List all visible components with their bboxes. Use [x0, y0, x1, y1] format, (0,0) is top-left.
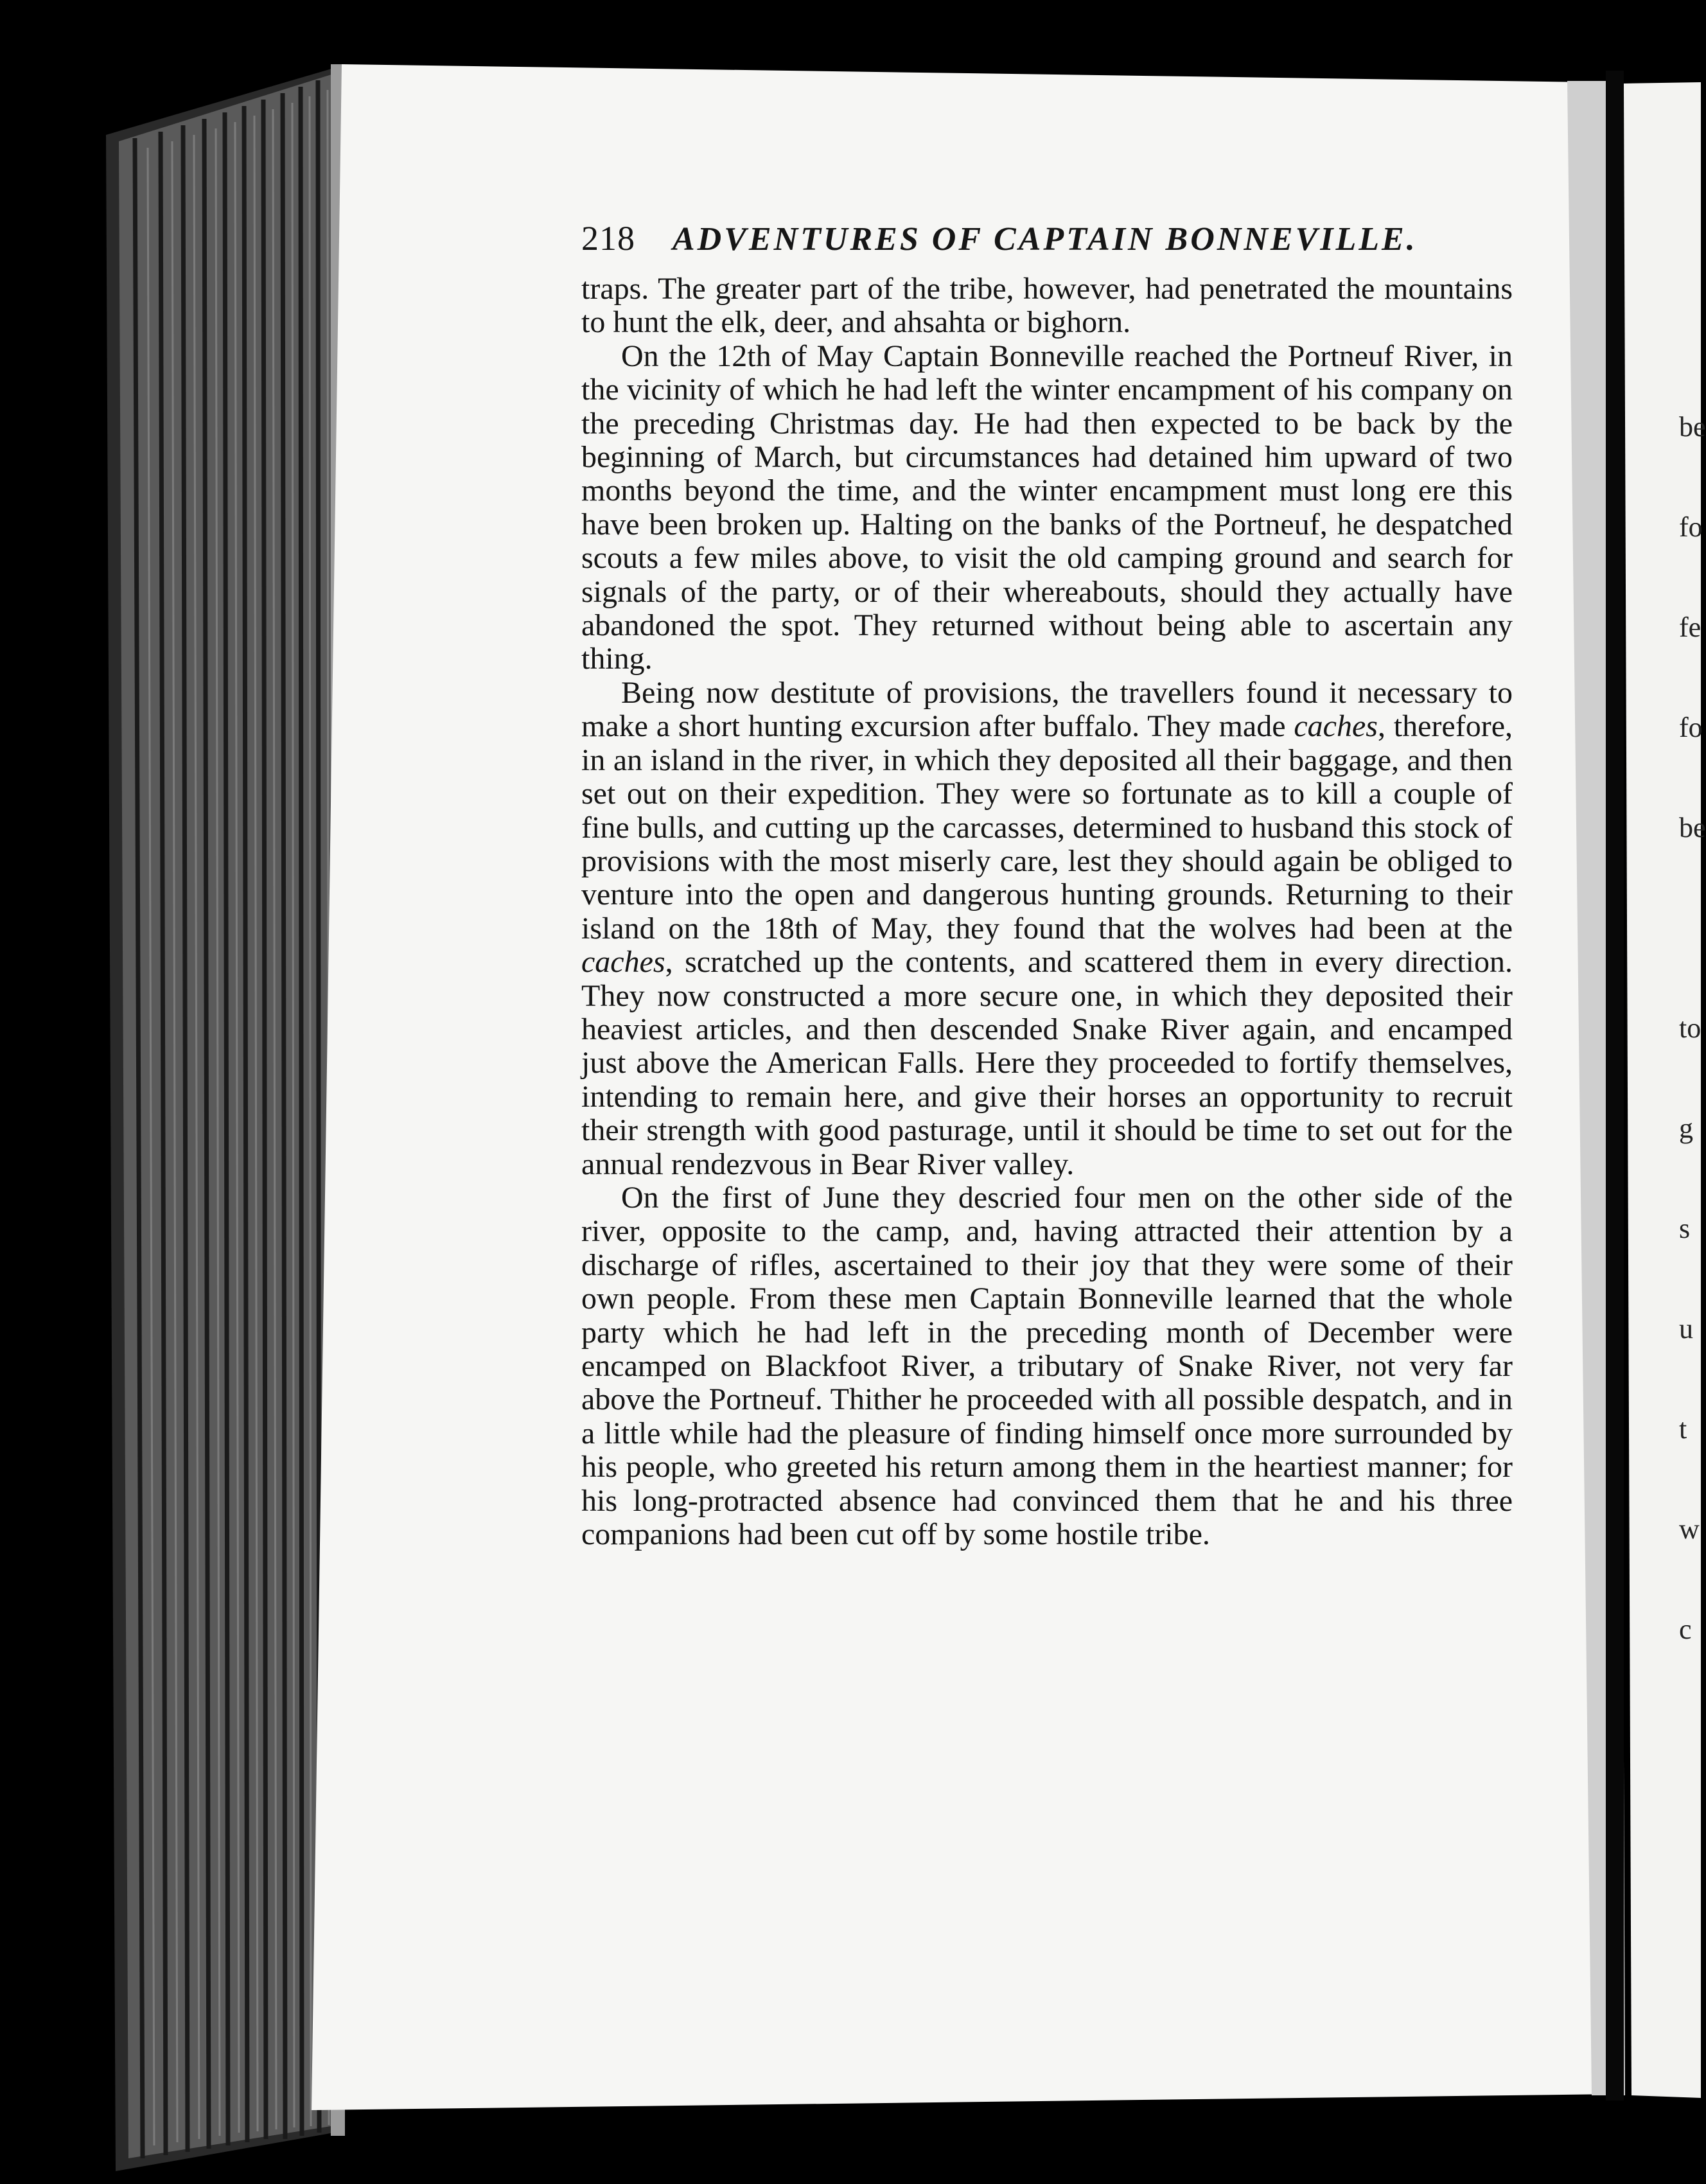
- facing-line: w: [1679, 1513, 1700, 1545]
- page-text-block: [581, 218, 1513, 1551]
- book-page-edges: [106, 64, 347, 2171]
- paragraph-text: , scratched up the contents, and scattered them in every direction. They now constructed a more secure one, in which they deposited their heaviest articles, and then descended Snake River again, and encamped just above the American Falls. Here they proceeded to fortify themselves, intending to remain here, and give their horses an opportunity to recruit their strength with good pasturage, until it should be time to set out for the annual rendezvous in Bear River valley.: [581, 945, 1513, 1181]
- italic-word: caches: [1294, 709, 1378, 744]
- facing-line: be: [1679, 812, 1706, 843]
- paragraph-portneuf: On the 12th of May Captain Bonneville reached the Portneuf River, in the vicinity of which he had left the winter encampment of his company on the preceding Christmas day. He had then expected to be back by the beginning of March, but circumstances had detained him upward of two months beyond the time, and the winter encampment must long ere this have been broken up. Halting on the banks of the Portneuf, he despatched scouts a few miles above, to visit the old camping ground and search for signals of the party, or of their whereabouts, should they actually have abandoned the spot. They returned without being able to ascertain any thing.: [581, 339, 1513, 676]
- facing-line: u: [1679, 1313, 1693, 1344]
- facing-line: fo: [1679, 511, 1703, 543]
- facing-line: fo: [1679, 712, 1703, 743]
- paragraph-text: Being now destitute of provisions, the travellers found it necessary to make a short hunting excursion after buffalo. They made: [581, 675, 1513, 744]
- facing-page-text: [1679, 344, 1705, 1680]
- italic-word: caches: [581, 945, 665, 980]
- facing-line: fe: [1679, 612, 1702, 643]
- paragraph-june: On the first of June they descried four men on the other side of the river, opposite to the camp, and, having attracted their attention by a discharge of rifles, ascertained to their joy that they were some of their own people. From these men Captain Bonneville learned that the whole party which he had left in the preceding month of December were encamped on Blackfoot River, a tributary of Snake River, not very far above the Portneuf. Thither he proceeded with all possible despatch, and in a little while had the pleasure of finding himself once more surrounded by his people, who greeted his return among them in the heartiest manner; for his long-protracted absence had convinced them that he and his three companions had been cut off by some hostile tribe.: [581, 1180, 1513, 1552]
- paragraph-text: , therefore, in an island in the river, in which they deposited all their baggage, and then set out on their expedition. They were so fortunate as to kill a couple of fine bulls, and cutting up the carcasses, determined to husband this stock of provisions with the most miserly care, lest they should again be obliged to venture into the open and dangerous hunting grounds. Returning to their island on the 18th of May, they found that the wolves had been at the: [581, 709, 1513, 946]
- paragraph-continuation: traps. The greater part of the tribe, however, had penetrated the mountains to hunt the elk, deer, and ahsahta or bighorn.: [581, 272, 1513, 340]
- paragraph-caches: [581, 676, 1513, 1181]
- facing-line: s: [1679, 1213, 1691, 1244]
- running-title: ADVENTURES OF CAPTAIN BONNEVILLE.: [673, 221, 1418, 258]
- facing-line: c: [1679, 1614, 1692, 1645]
- facing-line: t: [1679, 1413, 1687, 1445]
- facing-line: be: [1679, 411, 1706, 443]
- facing-line: [1679, 911, 1705, 945]
- facing-line: g: [1679, 1113, 1693, 1144]
- running-header: [581, 218, 1513, 272]
- body-text: [581, 272, 1513, 1551]
- page-number: 218: [581, 219, 635, 258]
- facing-line: to: [1679, 1012, 1702, 1044]
- gutter: [1606, 71, 1624, 2100]
